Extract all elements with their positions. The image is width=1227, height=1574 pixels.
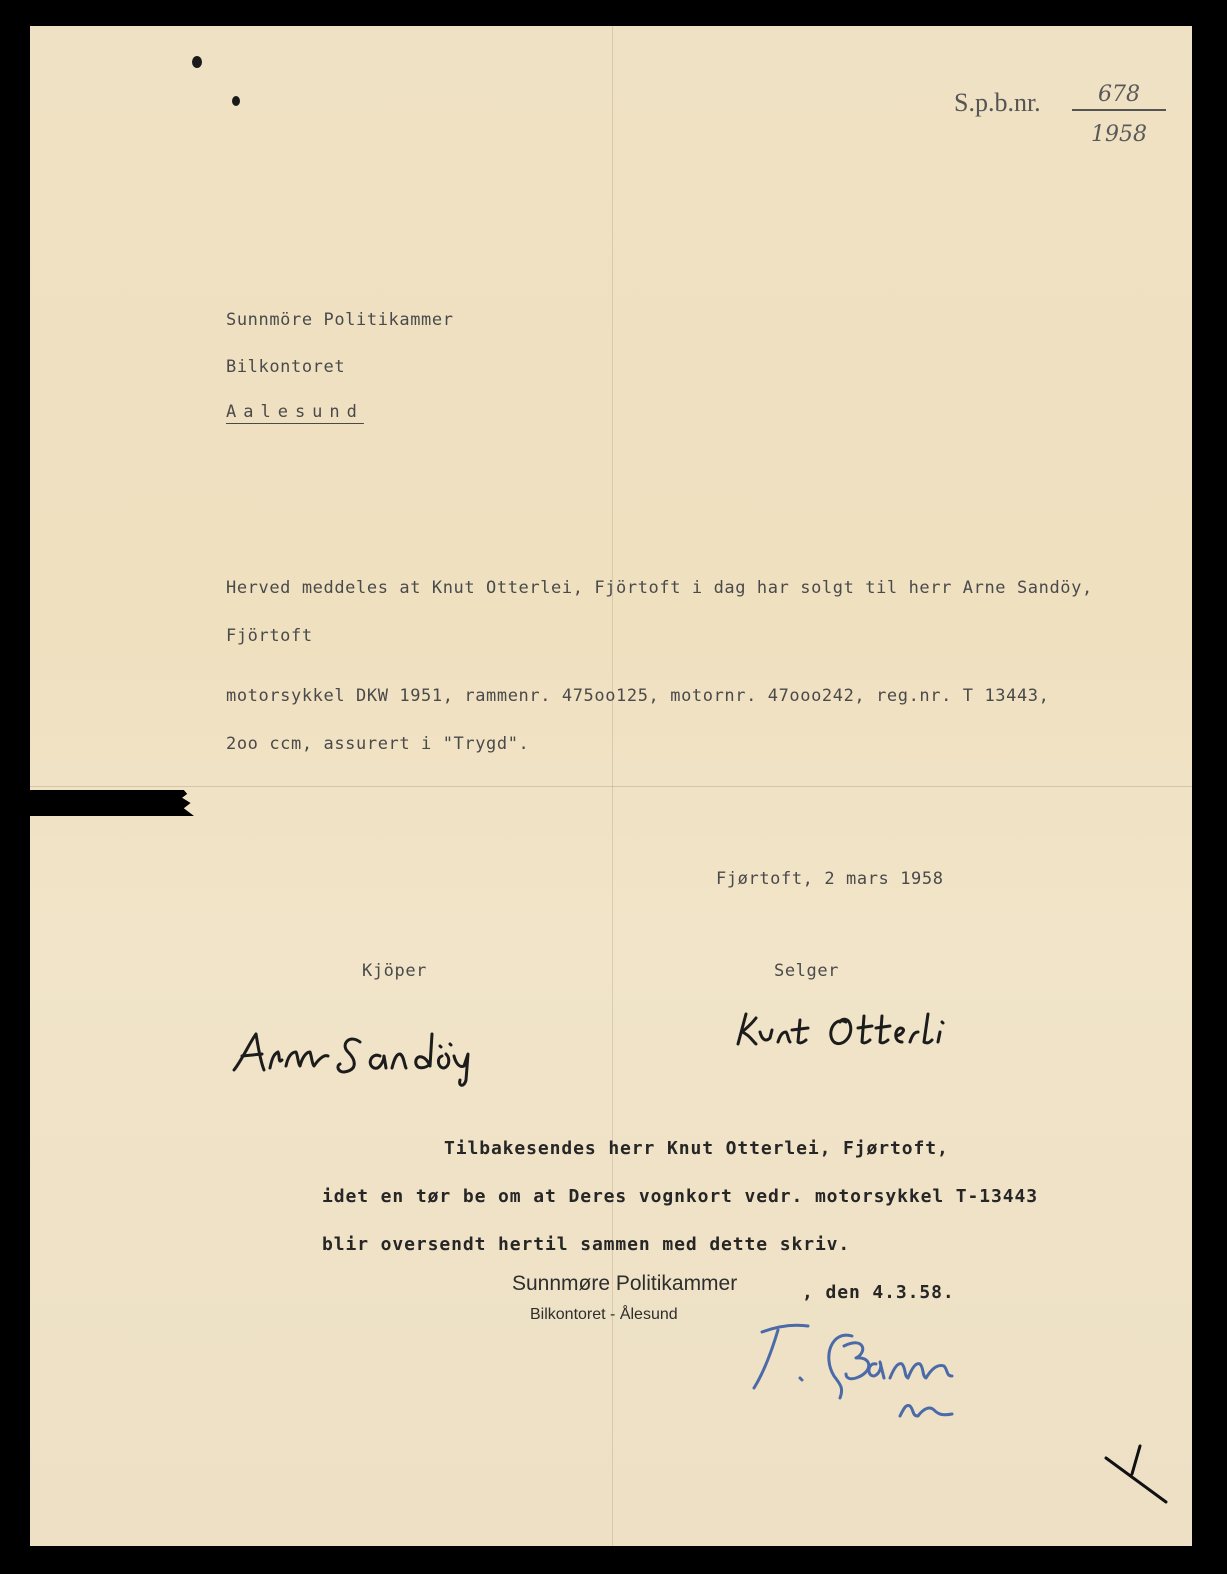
body-line-4: 2oo ccm, assurert i "Trygd".: [226, 734, 530, 754]
body-line-3: motorsykkel DKW 1951, rammenr. 475oo125, motornr. 47ooo242, reg.nr. T 13443,: [226, 686, 1050, 706]
body-line-2: Fjörtoft: [226, 626, 313, 646]
horizontal-fold-line: [30, 786, 1192, 787]
paper-tear: [24, 790, 194, 816]
office-stamp-line-1: Sunnmøre Politikammer: [512, 1272, 738, 1295]
punch-hole-mark: [232, 96, 240, 106]
punch-hole-mark: [192, 56, 202, 68]
address-city: Aalesund: [226, 402, 364, 422]
reference-number: 678: [1072, 82, 1166, 111]
body-line-1: Herved meddeles at Knut Otterlei, Fjörtoft i dag har solgt til herr Arne Sandöy,: [226, 578, 1093, 598]
reply-line-3: blir oversendt hertil sammen med dette skriv.: [322, 1234, 851, 1255]
seller-label: Selger: [774, 961, 840, 981]
buyer-label: Kjöper: [362, 961, 428, 981]
address-line-1: Sunnmöre Politikammer: [226, 310, 454, 330]
reply-line-2: idet en tør be om at Deres vognkort vedr. motorsykkel T-13443: [322, 1186, 1038, 1207]
buyer-signature: [228, 1020, 528, 1090]
place-date: Fjørtoft, 2 mars 1958: [716, 869, 944, 889]
reference-year: 1958: [1091, 122, 1147, 147]
seller-signature: [730, 1004, 970, 1054]
reply-line-1: Tilbakesendes herr Knut Otterlei, Fjørtoft,: [444, 1138, 949, 1159]
reference-label: S.p.b.nr.: [954, 88, 1041, 117]
officer-signature: [748, 1316, 1048, 1436]
corner-mark: [1100, 1440, 1190, 1510]
office-stamp-line-2: Bilkontoret - Ålesund: [530, 1306, 678, 1323]
address-line-2: Bilkontoret: [226, 357, 346, 377]
reply-date: , den 4.3.58.: [802, 1282, 955, 1303]
